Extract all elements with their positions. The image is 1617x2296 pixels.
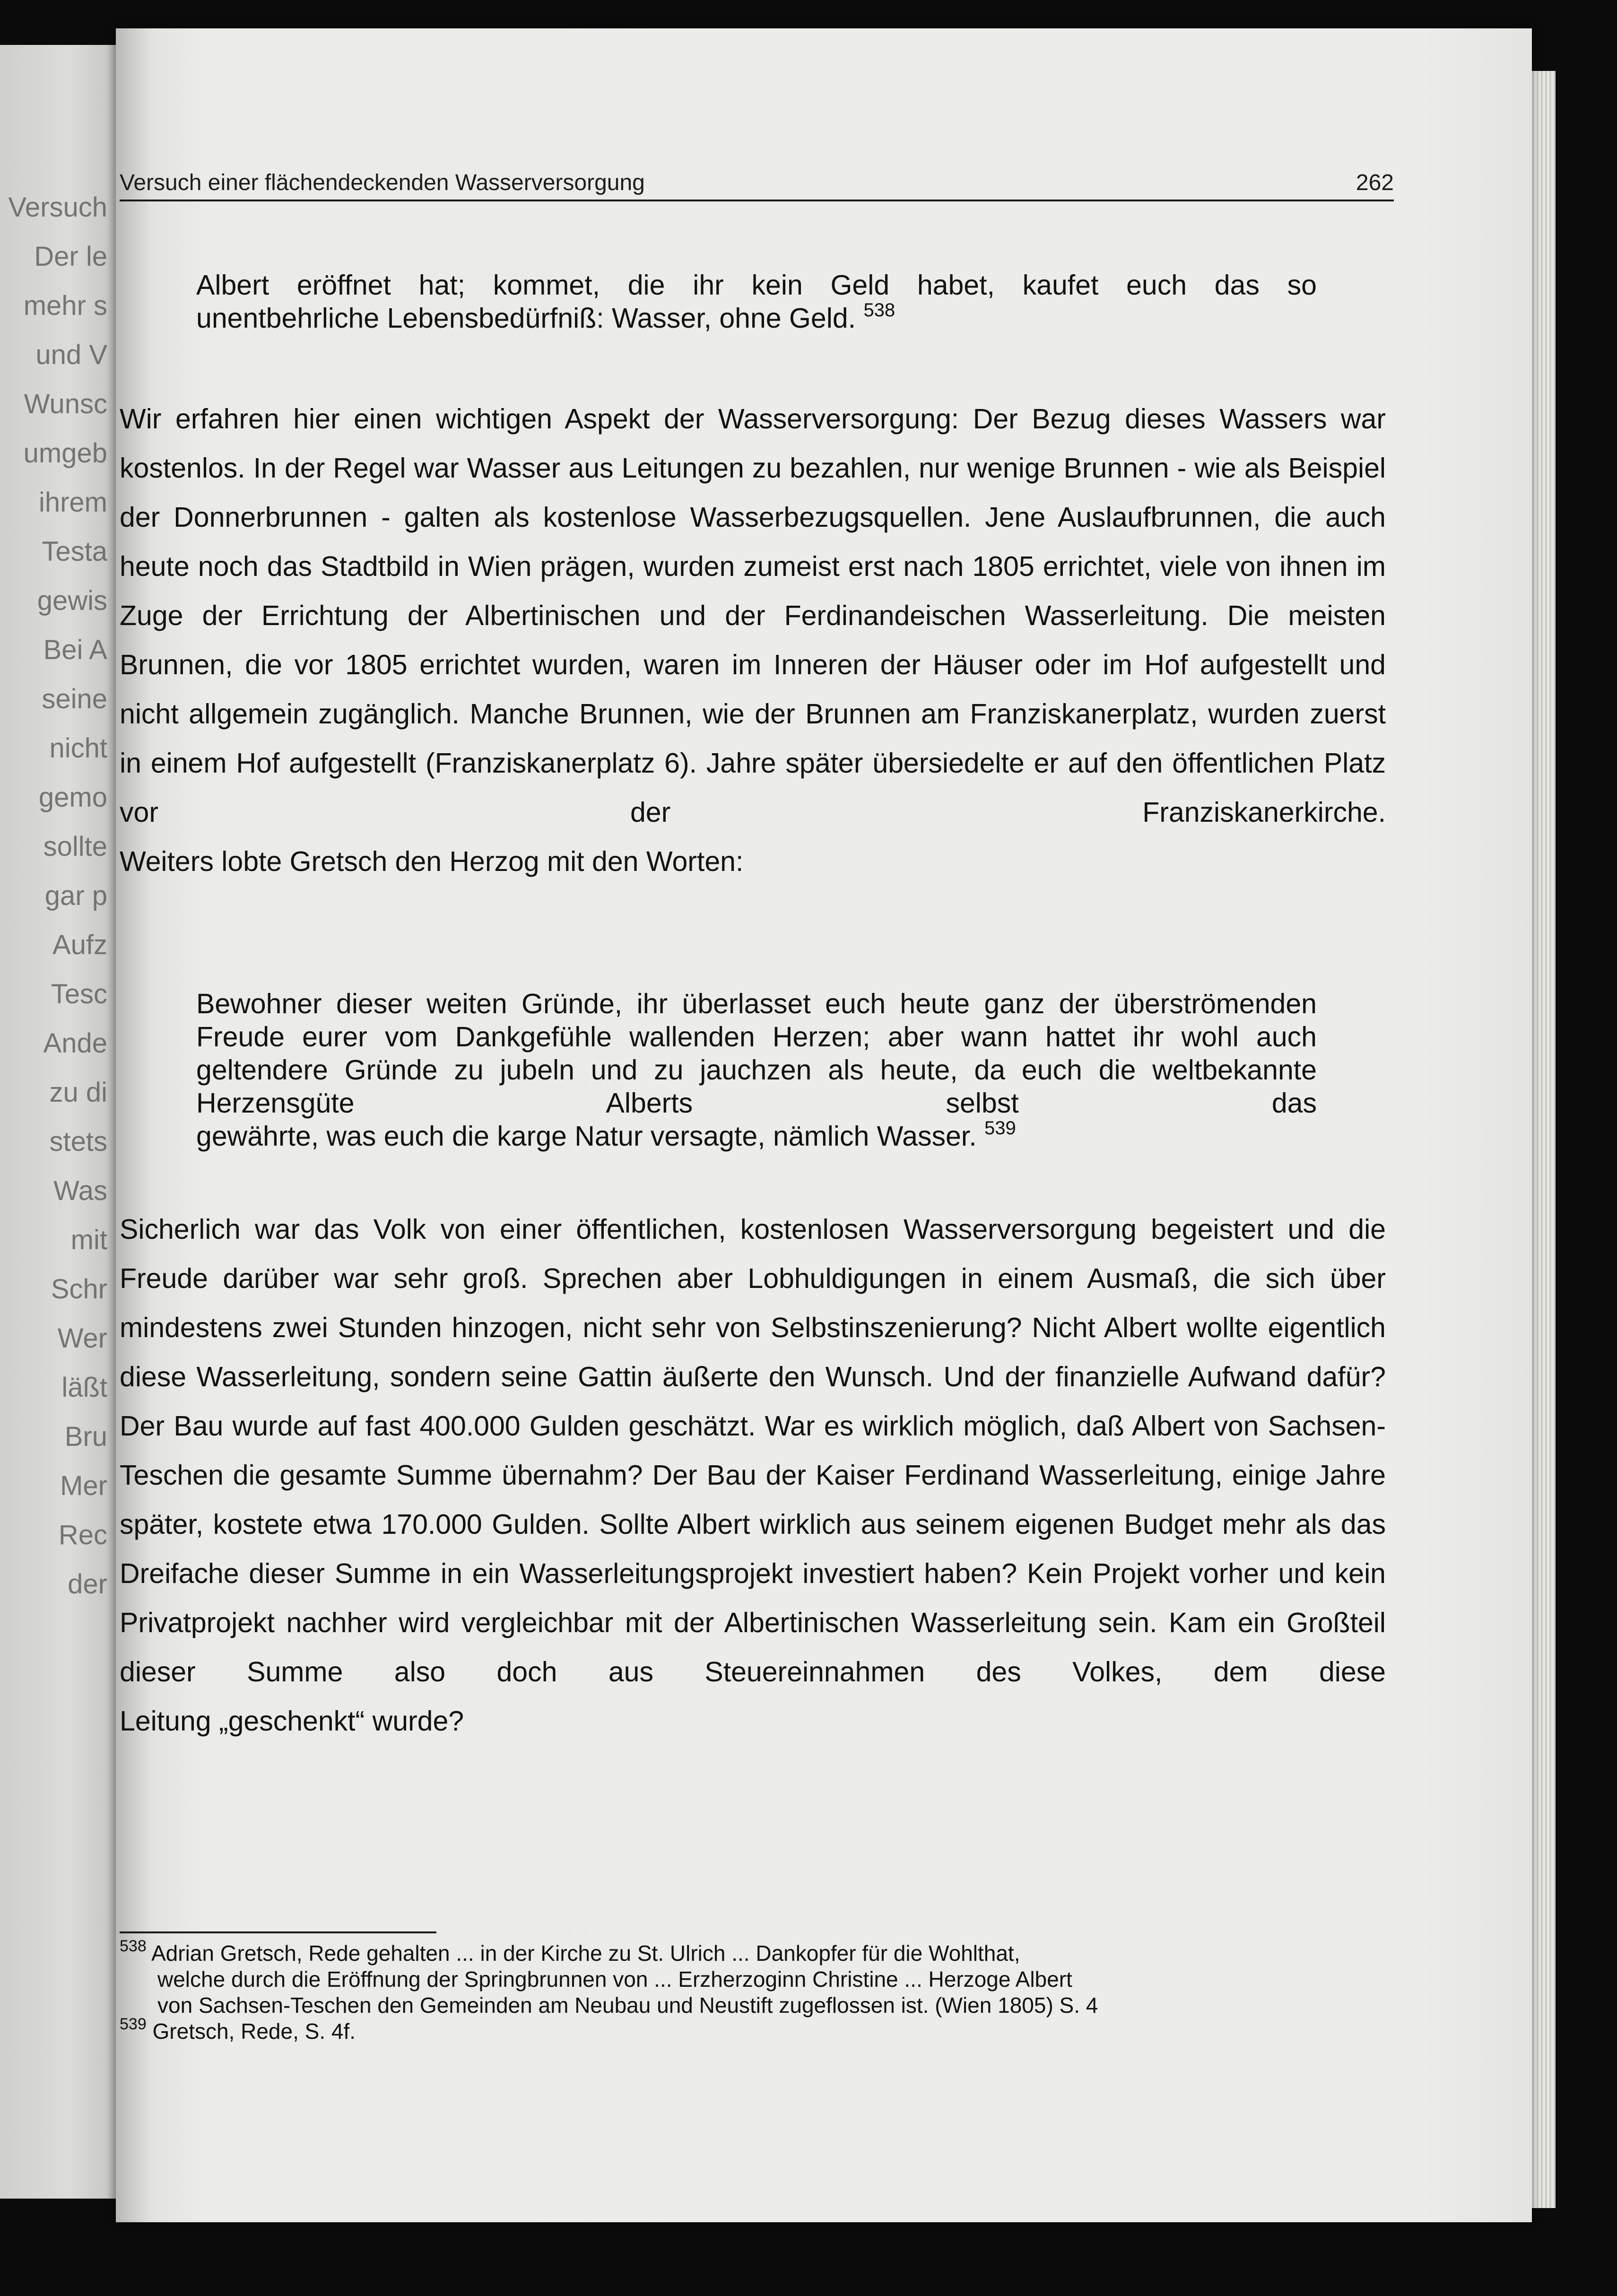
- footnote-538: [120, 1937, 1396, 2018]
- left-page-fragment: zu di: [49, 1077, 107, 1108]
- footnote-539-number: 539: [120, 2015, 147, 2033]
- left-page-fragment: mehr s: [23, 290, 107, 321]
- left-page-fragment: Was: [53, 1175, 107, 1206]
- page-number: 262: [1356, 170, 1394, 195]
- left-page-fragment: nicht: [49, 733, 107, 764]
- footnote-538-number: 538: [120, 1937, 147, 1955]
- left-page-fragment: sollte: [43, 831, 107, 862]
- paragraph-2-last-line: Leitung „geschenkt“ wurde?: [120, 1705, 464, 1737]
- left-page-fragment: der: [68, 1569, 107, 1600]
- left-page-fragment: mit: [70, 1225, 107, 1255]
- footnote-539-first-row: [120, 2015, 1396, 2044]
- footnote-538-first-row: [120, 1937, 1396, 1966]
- left-page-fragment: Bru: [64, 1421, 107, 1452]
- footnote-ref-539[interactable]: 539: [984, 1118, 1016, 1139]
- left-page-fragment: gemo: [38, 782, 107, 813]
- footnote-538-line3: von Sachsen-Teschen den Gemeinden am Neubau und Neustift zugeflossen ist. (Wien 1805) S. 4: [157, 1993, 1098, 2018]
- left-page-fragment: gar p: [44, 880, 107, 911]
- paragraph-1: [120, 394, 1386, 886]
- quote1-line2-row: [196, 302, 1317, 335]
- left-page-fragment: Aufz: [52, 930, 107, 960]
- paragraph-1-last-line: Weiters lobte Gretsch den Herzog mit den Worten:: [120, 846, 744, 877]
- left-page-fragment: Wunsc: [24, 389, 107, 419]
- header-title: Versuch einer flächendeckenden Wasserversorgung: [120, 170, 645, 195]
- left-page-fragment: Versuch: [8, 192, 107, 223]
- footnote-separator: [120, 1931, 436, 1933]
- block-quote-1: [196, 269, 1317, 335]
- left-page-fragment: seine: [42, 684, 107, 714]
- quote1-line2: unentbehrliche Lebensbedürfniß: Wasser, ohne Geld.: [196, 303, 856, 334]
- left-page-fragment: umgeb: [23, 438, 107, 469]
- footnotes: [120, 1937, 1396, 2044]
- paragraph-1-text: Wir erfahren hier einen wichtigen Aspekt der Wasserversorgung: Der Bezug dieses Wassers war kostenlos. In der Regel war Wasser aus Leitungen zu bezahlen, nur wenige Brunnen - wie als Beispiel der Donnerbrunnen - galten als kostenlose Wasserbezugsquellen. Jene Auslaufbrunnen, die auch heute noch das Stadtbild in Wien prägen, wurden zumeist erst nach 1805 errichtet, viele von ihnen im Zuge der Errichtung der Albertinischen und der Ferdinandeischen Wasserleitung. Die meisten Brunnen, die vor 1805 errichtet wurden, waren im Inneren der Häuser oder im Hof aufgestellt und nicht allgemein zugänglich. Manche Brunnen, wie der Brunnen am Franziskanerplatz, wurden zuerst in einem Hof aufgestellt (Franziskanerplatz 6). Jahre später übersiedelte er auf den öffentlichen Platz vor der Franziskanerkirche.: [120, 403, 1386, 828]
- block-quote-2: [196, 987, 1317, 1153]
- left-page-fragment: gewis: [37, 585, 107, 616]
- footnote-538-line1: Adrian Gretsch, Rede gehalten ... in der Kirche zu St. Ulrich ... Dankopfer für die Wohlthat,: [151, 1941, 1020, 1966]
- left-page-fragment: läßt: [61, 1372, 107, 1403]
- left-page-fragment: Schr: [51, 1274, 107, 1305]
- left-page-fragment: Rec: [58, 1520, 107, 1550]
- running-header: [120, 166, 1394, 201]
- quote2-last-line: gewährte, was euch die karge Natur versagte, nämlich Wasser.: [196, 1121, 977, 1152]
- left-page-fragment: Wer: [57, 1323, 107, 1354]
- left-page-fragment: ihrem: [38, 487, 107, 518]
- left-page-fragment: Bei A: [43, 635, 107, 665]
- left-page-fragment: Ande: [43, 1028, 107, 1059]
- footnote-539-line1: Gretsch, Rede, S. 4f.: [152, 2019, 356, 2044]
- left-page-fragment: Tesc: [51, 979, 107, 1009]
- left-page-fragment: stets: [49, 1126, 107, 1157]
- quote2-text: Bewohner dieser weiten Gründe, ihr überlasset euch heute ganz der überströmenden Freude eurer vom Dankgefühle wallenden Herzen; aber wann hattet ihr wohl auch geltendere Gründe zu jubeln und zu jauchzen als heute, da euch die weltbekannte Herzensgüte Alberts selbst das: [196, 988, 1317, 1119]
- quote2-last-row: [196, 1120, 1317, 1153]
- left-page-fragment: Der le: [34, 241, 107, 272]
- paragraph-2: [120, 1205, 1386, 1746]
- left-page-fragment: Mer: [60, 1470, 107, 1501]
- paragraph-2-text: Sicherlich war das Volk von einer öffentlichen, kostenlosen Wasserversorgung begeistert und die Freude darüber war sehr groß. Sprechen aber Lobhuldigungen in einem Ausmaß, die sich über mindestens zwei Stunden hinzogen, nicht sehr von Selbstinszenierung? Nicht Albert wollte eigentlich diese Wasserleitung, sondern seine Gattin äußerte den Wunsch. Und der finanzielle Aufwand dafür? Der Bau wurde auf fast 400.000 Gulden geschätzt. War es wirklich möglich, daß Albert von Sachsen-Teschen die gesamte Summe übernahm? Der Bau der Kaiser Ferdinand Wasserleitung, einige Jahre später, kostete etwa 170.000 Gulden. Sollte Albert wirklich aus seinem eigenen Budget mehr als das Dreifache dieser Summe in ein Wasserleitungsprojekt investiert haben? Kein Projekt vorher und kein Privatprojekt nachher wird vergleichbar mit der Albertinischen Wasserleitung sein. Kam ein Großteil dieser Summe also doch aus Steuereinnahmen des Volkes, dem diese: [120, 1214, 1386, 1687]
- footnote-ref-538[interactable]: 538: [863, 300, 895, 321]
- left-page-fragment: Testa: [42, 536, 107, 567]
- left-page-fragment: und V: [35, 339, 107, 370]
- footnote-538-line2: welche durch die Eröffnung der Springbrunnen von ... Erzherzoginn Christine ... Herzoge Albert: [157, 1967, 1072, 1992]
- footnote-539: [120, 2015, 1396, 2044]
- left-page-edge: [0, 45, 116, 2199]
- quote1-line1: Albert eröffnet hat; kommet, die ihr kein Geld habet, kaufet euch das so: [196, 270, 1317, 301]
